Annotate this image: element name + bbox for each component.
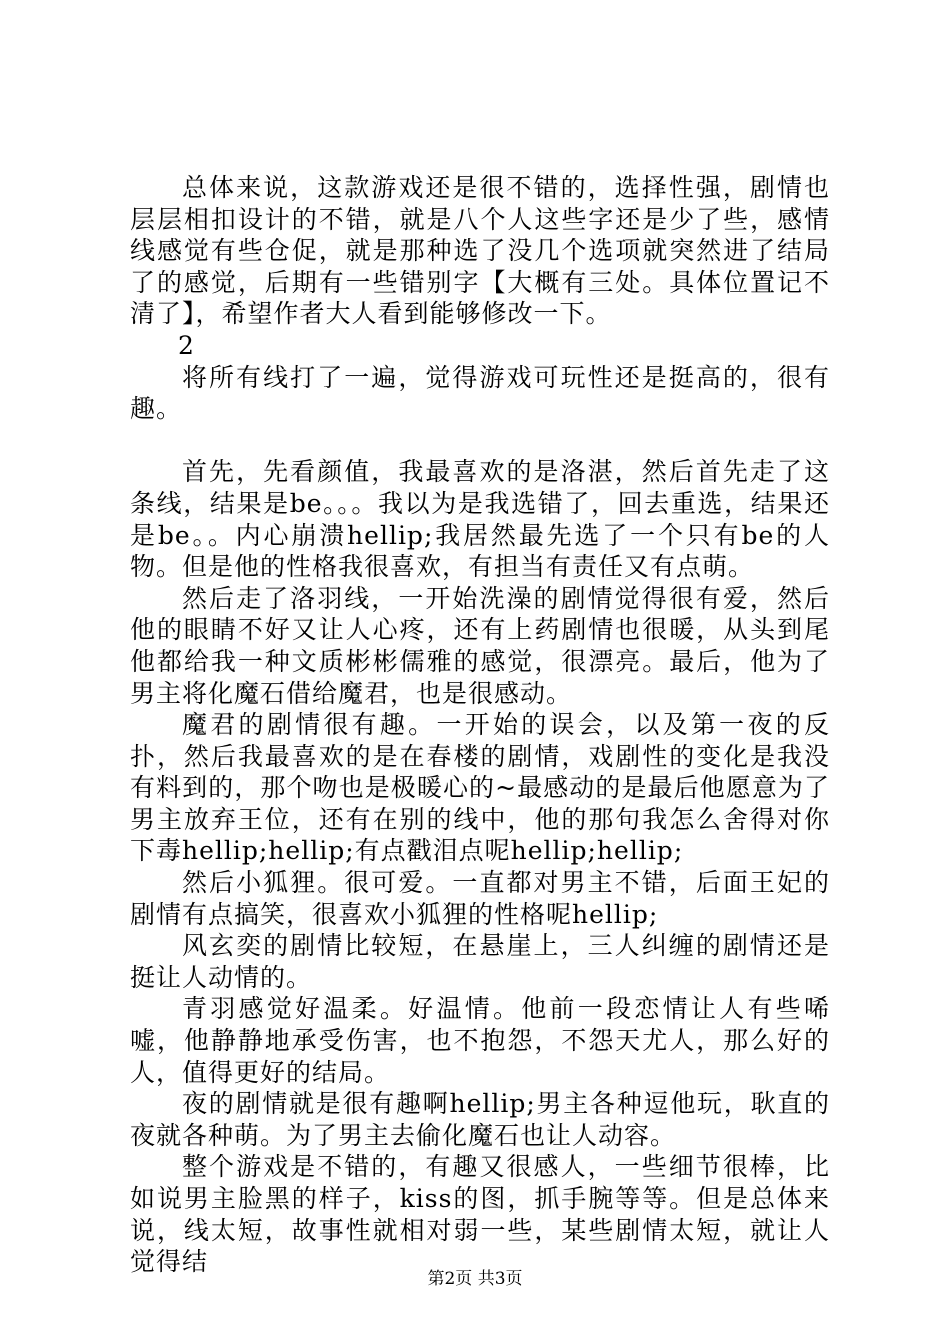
paragraph-qingyu: 青羽感觉好温柔。好温情。他前一段恋情让人有些唏嘘，他静静地承受伤害，也不抱怨，不怨天尤人，那么好的人，值得更好的结局。 <box>130 994 830 1087</box>
paragraph-intro: 将所有线打了一遍，觉得游戏可玩性还是挺高的，很有趣。 <box>130 362 830 424</box>
paragraph-overall: 整个游戏是不错的，有趣又很感人，一些细节很棒，比如说男主脸黑的样子，kiss的图，抓手腕等等。但是总体来说，线太短，故事性就相对弱一些，某些剧情太短，就让人觉得结 <box>130 1152 830 1277</box>
paragraph-luoyu: 然后走了洛羽线，一开始洗澡的剧情觉得很有爱，然后他的眼睛不好又让人心疼，还有上药剧情也很暖，从头到尾他都给我一种文质彬彬儒雅的感觉，很漂亮。最后，他为了男主将化魔石借给魔君，也是很感动。 <box>130 583 830 708</box>
paragraph-ye: 夜的剧情就是很有趣啊hellip;男主各种逗他玩，耿直的夜就各种萌。为了男主去偷化魔石也让人动容。 <box>130 1089 830 1150</box>
section-number: 2 <box>178 330 195 360</box>
paragraph-gap <box>130 425 830 457</box>
paragraph-fengxuanyi: 风玄奕的剧情比较短，在悬崖上，三人纠缠的剧情还是挺让人动情的。 <box>130 931 830 992</box>
paragraph-mojun: 魔君的剧情很有趣。一开始的误会，以及第一夜的反扑，然后我最喜欢的是在春楼的剧情，戏剧性的变化是我没有料到的，那个吻也是极暖心的~最感动的是最后他愿意为了男主放弃王位，还有在别的线中，他的那句我怎么舍得对你下毒hellip;hellip;有点戳泪点呢hellip;hellip; <box>130 710 830 866</box>
paragraph-luozhan: 首先，先看颜值，我最喜欢的是洛湛，然后首先走了这条线，结果是be。。。我以为是我选错了，回去重选，结果还是be。。内心崩溃hellip;我居然最先选了一个只有be的人物。但是他的性格我很喜欢，有担当有责任又有点萌。 <box>130 457 830 582</box>
document-body <box>130 172 830 1278</box>
paragraph-fox: 然后小狐狸。很可爱。一直都对男主不错，后面王妃的剧情有点搞笑，很喜欢小狐狸的性格呢hellip; <box>130 868 830 929</box>
paragraph-summary: 总体来说，这款游戏还是很不错的，选择性强，剧情也层层相扣设计的不错，就是八个人这些字还是少了些，感情线感觉有些仓促，就是那种选了没几个选项就突然进了结局了的感觉，后期有一些错别字【大概有三处。具体位置记不清了】，希望作者大人看到能够修改一下。 <box>130 173 830 329</box>
page-footer: 第2页 共3页 <box>427 1269 523 1289</box>
